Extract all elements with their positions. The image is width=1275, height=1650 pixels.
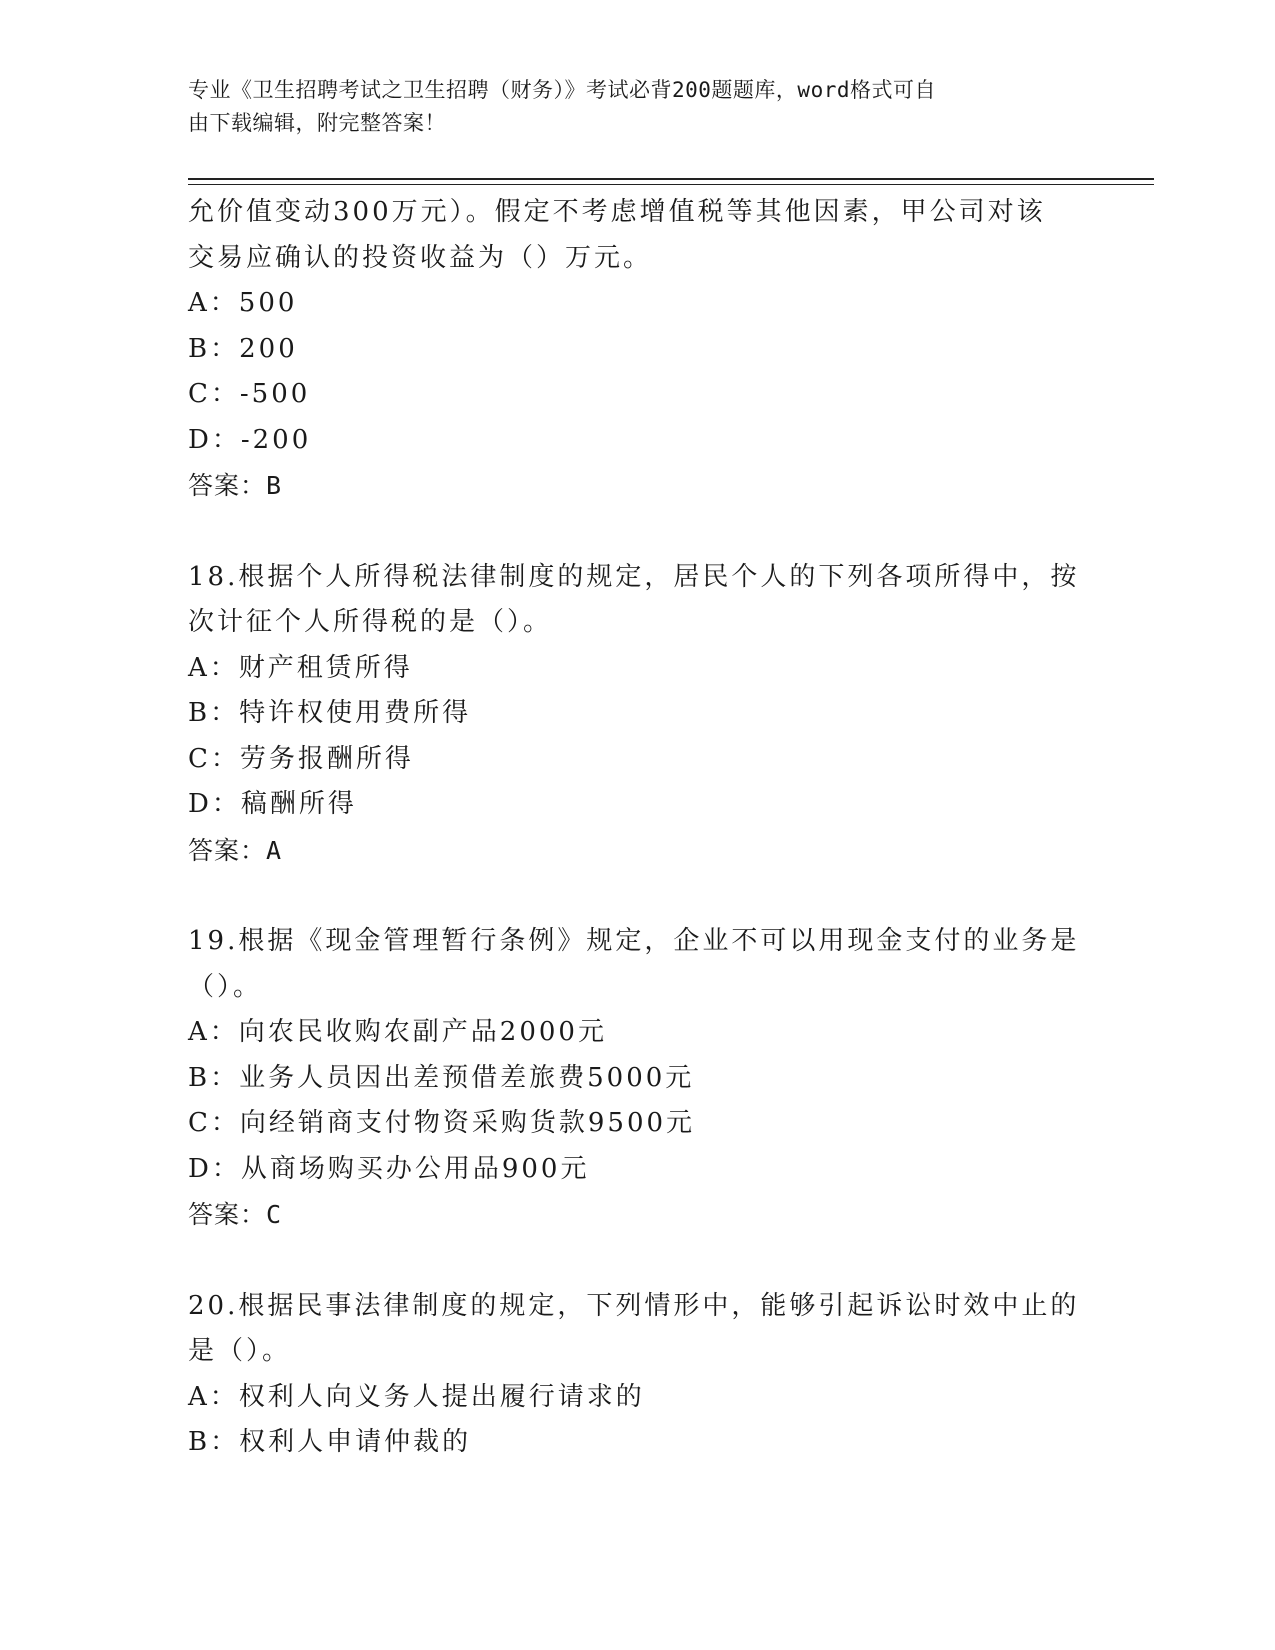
question-continued [188,190,1088,509]
spacer [188,509,1088,555]
question-text-line: 20.根据民事法律制度的规定，下列情形中，能够引起诉讼时效中止的 [188,1290,1080,1321]
option-a: A：权利人向义务人提出履行请求的 [188,1381,645,1412]
option-b: B：业务人员因出差预借差旅费5000元 [188,1062,695,1093]
question-text-line: 交易应确认的投资收益为（）万元。 [188,242,653,273]
option-a: A：向农民收购农副产品2000元 [188,1017,607,1047]
answer: 答案：C [188,1200,283,1229]
option-c: C：向经销商支付物资采购货款9500元 [188,1108,696,1138]
question-text-line: 是（）。 [188,1336,292,1366]
spacer [188,1238,1088,1284]
header-rule-thin [188,184,1154,185]
option-a: A：财产租赁所得 [188,652,413,683]
option-b: B：200 [188,333,298,364]
question-text-line: 次计征个人所得税的是（）。 [188,607,553,637]
question-text-line: 19.根据《现金管理暂行条例》规定，企业不可以用现金支付的业务是 [188,926,1080,956]
page-header [188,74,1068,140]
option-d: D：稿酬所得 [188,789,357,819]
spacer [188,873,1088,919]
question-text-line: 允价值变动300万元）。假定不考虑增值税等其他因素，甲公司对该 [188,197,1046,227]
document-body [188,190,1088,1466]
question-text-line: （）。 [188,971,263,1002]
header-line-2: 由下载编辑，附完整答案！ [188,111,446,135]
question-20 [188,1284,1088,1466]
option-c: C：-500 [188,379,311,409]
question-19 [188,919,1088,1238]
option-d: D：-200 [188,424,312,455]
question-text-line: 18.根据个人所得税法律制度的规定，居民个人的下列各项所得中，按 [188,561,1080,592]
answer: 答案：B [188,471,283,500]
option-b: B：权利人申请仲裁的 [188,1427,472,1457]
header-line-1: 专业《卫生招聘考试之卫生招聘（财务）》考试必背200题题库，word格式可自 [188,78,936,102]
option-d: D：从商场购买办公用品900元 [188,1153,590,1184]
option-c: C：劳务报酬所得 [188,743,414,774]
answer: 答案：A [188,835,283,865]
header-rule-thick [188,178,1154,180]
option-b: B：特许权使用费所得 [188,698,472,728]
question-18 [188,555,1088,874]
option-a: A：500 [188,288,298,318]
